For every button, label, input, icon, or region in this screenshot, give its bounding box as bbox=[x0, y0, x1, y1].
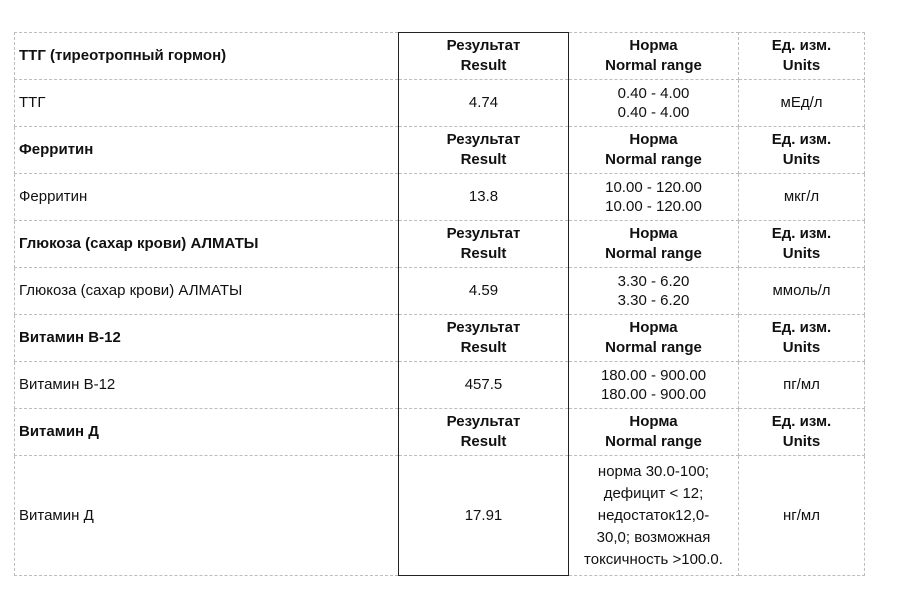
unit-value: нг/мл bbox=[739, 456, 865, 576]
result-value: 13.8 bbox=[399, 174, 569, 221]
unit-value: ммоль/л bbox=[739, 268, 865, 315]
section-title: Глюкоза (сахар крови) АЛМАТЫ bbox=[15, 221, 399, 268]
result-row bbox=[15, 268, 865, 315]
section-title: Витамин Д bbox=[15, 409, 399, 456]
section-header-row bbox=[15, 127, 865, 174]
section-title: ТТГ (тиреотропный гормон) bbox=[15, 33, 399, 80]
normal-range-value: 180.00 - 900.00 180.00 - 900.00 bbox=[569, 362, 739, 409]
result-row bbox=[15, 456, 865, 576]
units-header: Ед. изм. Units bbox=[739, 409, 865, 456]
test-name: Витамин В-12 bbox=[15, 362, 399, 409]
result-value: 457.5 bbox=[399, 362, 569, 409]
result-header: Результат Result bbox=[399, 33, 569, 80]
normal-range-value: 3.30 - 6.20 3.30 - 6.20 bbox=[569, 268, 739, 315]
normal-range-header: Норма Normal range bbox=[569, 409, 739, 456]
result-value: 17.91 bbox=[399, 456, 569, 576]
normal-range-header: Норма Normal range bbox=[569, 127, 739, 174]
section-title: Витамин В-12 bbox=[15, 315, 399, 362]
result-row bbox=[15, 174, 865, 221]
normal-range-header: Норма Normal range bbox=[569, 315, 739, 362]
normal-range-header: Норма Normal range bbox=[569, 221, 739, 268]
result-header: Результат Result bbox=[399, 127, 569, 174]
test-name: Глюкоза (сахар крови) АЛМАТЫ bbox=[15, 268, 399, 315]
section-header-row bbox=[15, 221, 865, 268]
normal-range-value: 0.40 - 4.00 0.40 - 4.00 bbox=[569, 80, 739, 127]
result-header: Результат Result bbox=[399, 221, 569, 268]
result-row bbox=[15, 80, 865, 127]
lab-results-table bbox=[14, 32, 865, 576]
unit-value: пг/мл bbox=[739, 362, 865, 409]
result-header: Результат Result bbox=[399, 409, 569, 456]
units-header: Ед. изм. Units bbox=[739, 221, 865, 268]
result-value: 4.74 bbox=[399, 80, 569, 127]
result-row bbox=[15, 362, 865, 409]
units-header: Ед. изм. Units bbox=[739, 33, 865, 80]
normal-range-value: 10.00 - 120.00 10.00 - 120.00 bbox=[569, 174, 739, 221]
section-header-row bbox=[15, 315, 865, 362]
test-name: ТТГ bbox=[15, 80, 399, 127]
section-header-row bbox=[15, 409, 865, 456]
section-title: Ферритин bbox=[15, 127, 399, 174]
result-header: Результат Result bbox=[399, 315, 569, 362]
unit-value: мЕд/л bbox=[739, 80, 865, 127]
section-header-row bbox=[15, 33, 865, 80]
normal-range-header: Норма Normal range bbox=[569, 33, 739, 80]
unit-value: мкг/л bbox=[739, 174, 865, 221]
units-header: Ед. изм. Units bbox=[739, 315, 865, 362]
result-value: 4.59 bbox=[399, 268, 569, 315]
normal-range-value: норма 30.0-100; дефицит < 12; недостаток12,0- 30,0; возможная токсичность >100.0. bbox=[569, 456, 739, 576]
test-name: Ферритин bbox=[15, 174, 399, 221]
test-name: Витамин Д bbox=[15, 456, 399, 576]
units-header: Ед. изм. Units bbox=[739, 127, 865, 174]
